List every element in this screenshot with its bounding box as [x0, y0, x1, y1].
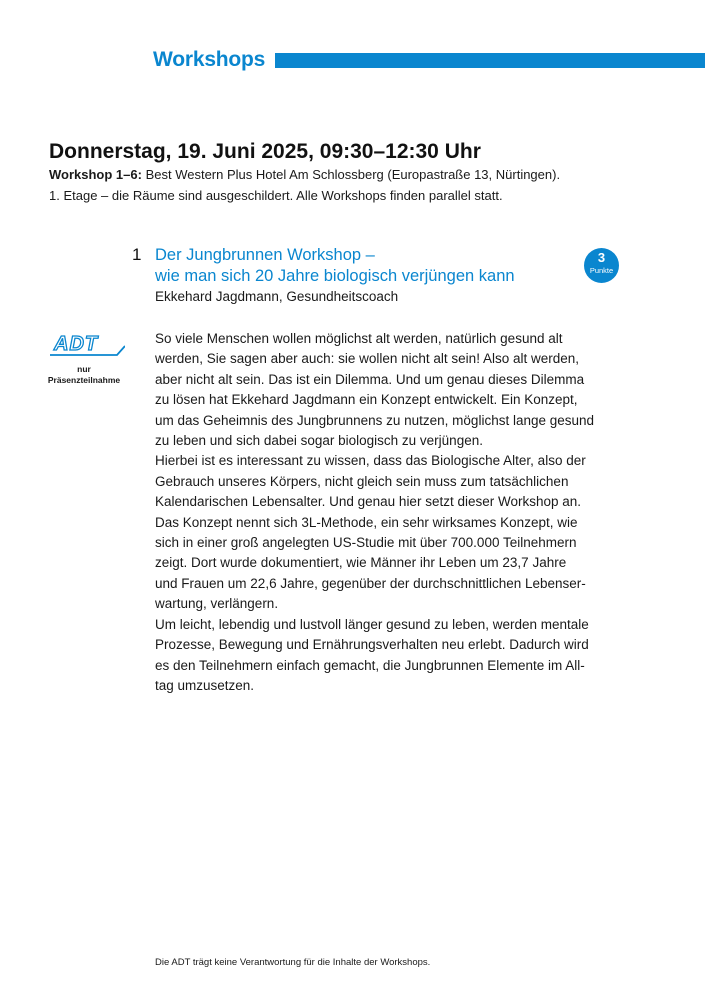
body-line: sich in einer groß angelegten US-Studie mit über 700.000 Teilnehmern [155, 535, 577, 551]
section-title: Workshops [153, 48, 266, 71]
workshop-speaker: Ekkehard Jagdmann, Gesundheitscoach [155, 289, 399, 304]
body-line: und Frauen um 22,6 Jahre, gegenüber der durchschnittlichen Lebenser- [155, 575, 586, 591]
body-line: tag umzusetzen. [155, 677, 255, 693]
points-badge [584, 248, 619, 283]
body-line: Hierbei ist es interessant zu wissen, dass das Biologische Alter, also der [155, 453, 586, 469]
body-line: es den Teilnehmern einfach gemacht, die Jungbrunnen Elemente im All- [155, 657, 585, 673]
body-line: Gebrauch unseres Körpers, nicht gleich sein muss zum tatsächlichen [155, 473, 569, 489]
body-line: zeigt. Dort wurde dokumentiert, wie Männer ihr Leben um 23,7 Jahre [155, 555, 567, 571]
attendance-note [40, 364, 128, 386]
svg-text:ADT: ADT [54, 333, 99, 355]
body-line: zu leben und sich dabei sogar biologisch zu verjüngen. [155, 433, 483, 449]
section-header [153, 47, 705, 75]
body-line: aber nicht alt sein. Das ist ein Dilemma. Und um genau dieses Dilemma [155, 371, 585, 387]
body-line: zu lösen hat Ekkehard Jagdmann ein Konzept entwickelt. Ein Konzept, [155, 392, 578, 408]
body-line: Das Konzept nennt sich 3L-Methode, ein sehr wirksames Konzept, wie [155, 514, 578, 530]
body-line: um das Geheimnis des Jungbrunnens zu nutzen, möglichst lange gesund [155, 412, 595, 428]
workshop-title [155, 245, 575, 287]
body-line: Prozesse, Bewegung und Ernährungsverhalten neu erlebt. Dadurch wird [155, 637, 589, 653]
adt-logo [49, 333, 125, 357]
body-line: So viele Menschen wollen möglichst alt werden, natürlich gesund alt [155, 331, 563, 346]
attendance-note-line-1: nur [77, 364, 91, 374]
session-date-heading: Donnerstag, 19. Juni 2025, 09:30–12:30 Uhr [49, 140, 481, 163]
points-value: 3 [597, 250, 606, 265]
footer-disclaimer: Die ADT trägt keine Verantwortung für die Inhalte der Workshops. [155, 957, 431, 968]
body-line: wartung, verlängern. [155, 596, 279, 612]
floor-note: 1. Etage – die Räume sind ausgeschildert. Alle Workshops finden parallel statt. [49, 188, 503, 203]
venue-text: Best Western Plus Hotel Am Schlossberg (Europastraße 13, Nürtingen). [141, 167, 561, 182]
header-bar [275, 53, 705, 68]
workshop-description [155, 329, 625, 696]
attendance-note-line-2: Präsenzteilnahme [47, 375, 121, 385]
body-line: werden, Sie sagen aber auch: sie wollen nicht alt sein! Also alt werden, [155, 351, 579, 367]
body-line: Kalendarischen Lebensalter. Und genau hier setzt dieser Workshop an. [155, 494, 582, 510]
venue-line [49, 167, 560, 182]
workshops-label: Workshop 1–6: [49, 167, 142, 182]
workshop-number: 1 [132, 245, 142, 264]
workshop-title-line-2: wie man sich 20 Jahre biologisch verjüngen kann [155, 267, 515, 285]
workshop-title-line-1: Der Jungbrunnen Workshop – [155, 246, 375, 264]
body-line: Um leicht, lebendig und lustvoll länger gesund zu leben, werden mentale [155, 616, 589, 632]
points-label: Punkte [589, 266, 614, 275]
